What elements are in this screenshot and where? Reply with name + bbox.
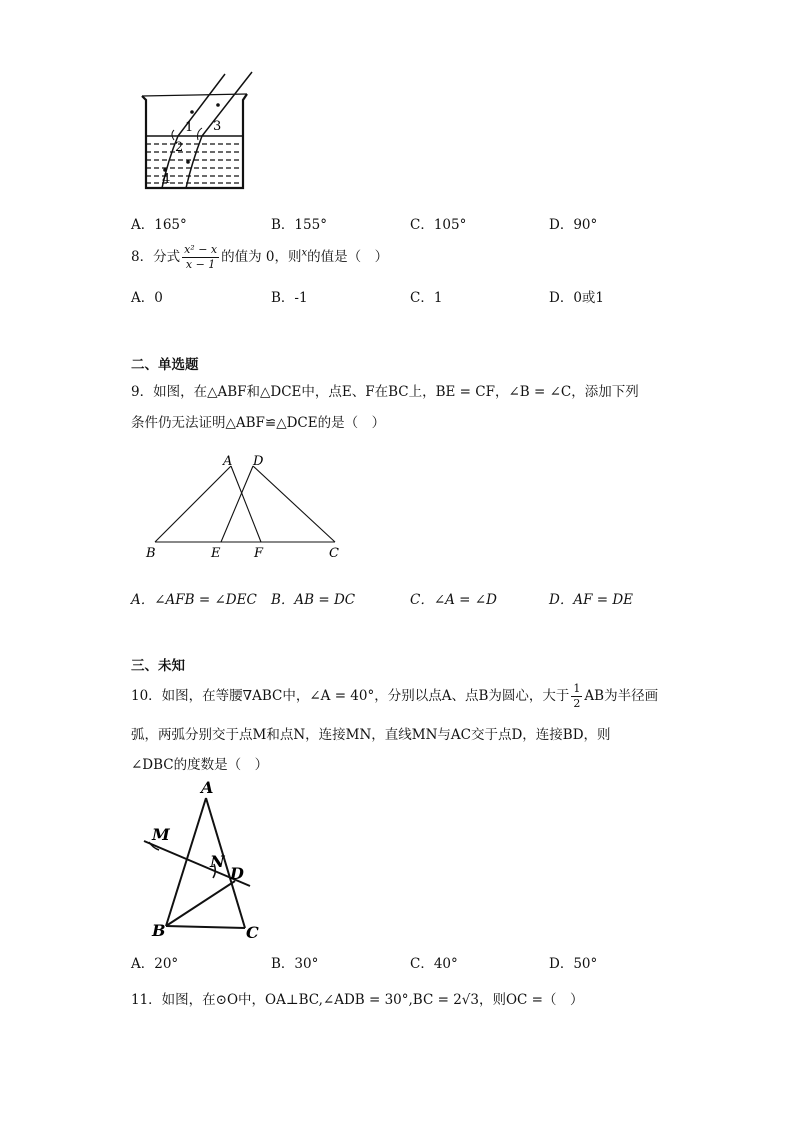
label-f: F [254,546,264,561]
angle-label-3: 3 [213,119,222,134]
q10-option-d[interactable]: D．50° [549,956,598,972]
label-c: C [329,546,339,561]
section-heading-single-choice: 二、单选题 [131,357,199,373]
q9-option-d[interactable]: D．AF = DE [549,592,634,608]
q8-prefix: 8．分式 [131,249,181,265]
label-a: A [223,454,233,469]
q9-option-a[interactable]: A．∠AFB = ∠DEC [131,592,257,608]
label-b: B [146,546,156,561]
q8-stem [131,243,388,272]
label-n: N [210,852,225,871]
q8-option-d[interactable]: D．0或1 [549,290,605,306]
beaker-refraction-figure [140,70,255,192]
label-d-10: D [230,864,244,883]
q10-option-c[interactable]: C．40° [410,956,458,972]
label-e: E [211,546,221,561]
q7-option-b[interactable]: B．155° [271,217,327,233]
q9-option-b[interactable]: B．AB = DC [271,592,356,608]
label-a-10: A [201,778,214,797]
q8-frac-num: x² − x [184,243,218,256]
q7-option-a[interactable]: A．165° [131,217,187,233]
q10-line1-b: AB为半径画 [584,688,659,704]
q10-fraction [571,682,582,711]
q11-stem-line1: 11．如图，在⊙O中，OA⊥BC,∠ADB = 30°,BC = 2√3，则OC =（ ） [131,992,584,1008]
q10-stem-line2: 弧，两弧分别交于点M和点N，连接MN，直线MN与AC交于点D，连接BD，则 [131,727,611,743]
q9-stem-line1: 9．如图，在△ABF和△DCE中，点E、F在BC上，BE = CF，∠B = ∠C，添加下列 [131,384,639,400]
q10-stem-line3: ∠DBC的度数是（ ） [131,757,269,773]
section-heading-unknown: 三、未知 [131,658,185,674]
q8-fraction [182,243,219,272]
q8-frac-den: x − 1 [185,258,216,271]
q7-option-c[interactable]: C．105° [410,217,467,233]
angle-label-4: 4 [162,172,171,187]
q8-var: x [301,247,308,259]
q10-option-a[interactable]: A．20° [131,956,179,972]
triangles-figure [140,450,350,565]
q10-stem-line1 [131,682,658,711]
q10-line1-a: 10．如图，在等腰∇ABC中，∠A = 40°，分别以点A、点B为圆心，大于 [131,688,570,704]
label-d: D [253,454,264,469]
q9-option-c[interactable]: C．∠A = ∠D [410,592,497,608]
q8-option-b[interactable]: B．-1 [271,290,308,306]
label-m: M [152,825,170,844]
q8-suffix: 的值是（ ） [307,249,389,265]
angle-label-2: 2 [175,140,184,155]
q9-stem-line2: 条件仍无法证明△ABF≌△DCE的是（ ） [131,415,386,431]
q8-mid: 的值为 0，则 [221,249,302,265]
angle-label-1: 1 [185,120,194,135]
q10-option-b[interactable]: B．30° [271,956,319,972]
q10-frac-num: 1 [573,682,581,695]
q8-option-c[interactable]: C．1 [410,290,443,306]
label-b-10: B [152,921,166,940]
label-c-10: C [246,923,259,942]
isosceles-triangle-figure [140,778,265,943]
q10-frac-den: 2 [573,697,581,710]
q8-option-a[interactable]: A．0 [131,290,163,306]
q7-option-d[interactable]: D．90° [549,217,598,233]
